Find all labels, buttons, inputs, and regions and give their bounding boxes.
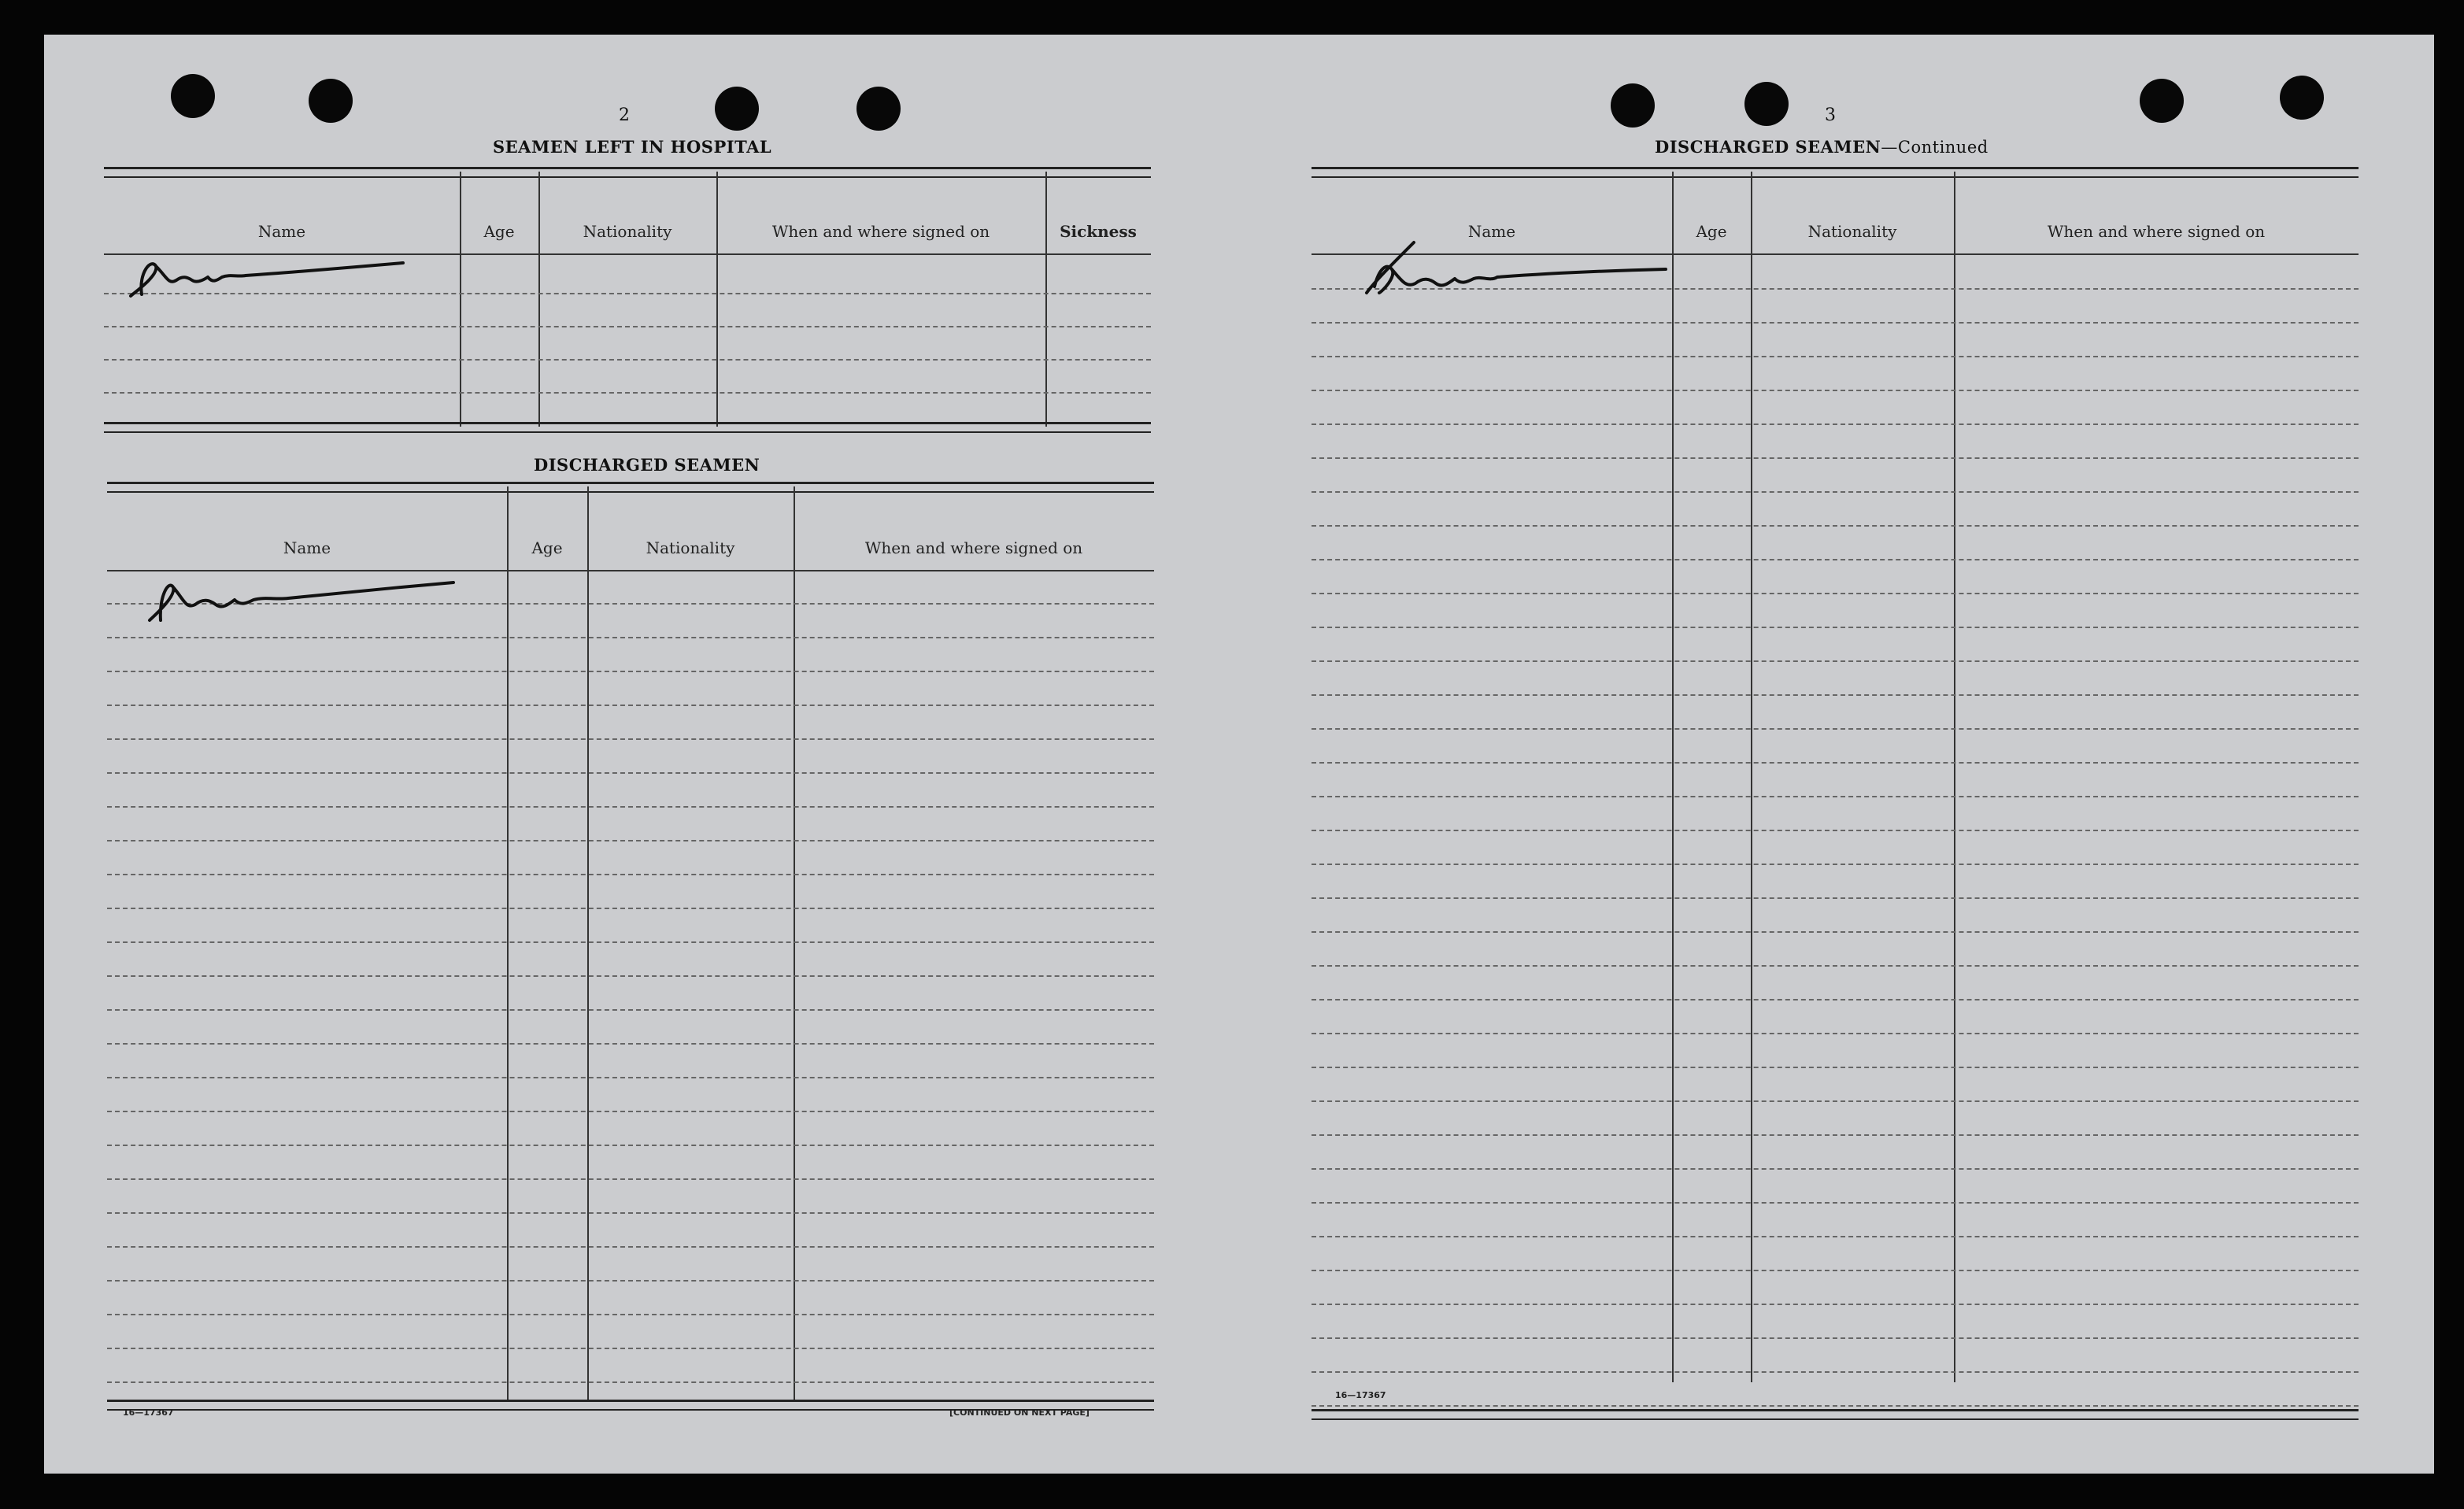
- ruled-row: [107, 671, 1154, 672]
- ruled-row: [107, 1246, 1154, 1248]
- ruled-row: [107, 705, 1154, 706]
- ruled-row: [107, 1043, 1154, 1045]
- punch-hole: [171, 74, 215, 118]
- ruled-row: [1312, 1067, 2359, 1068]
- handwritten-none-entry: [120, 249, 419, 304]
- ruled-row: [107, 975, 1154, 977]
- form-number: 16—17367: [1335, 1390, 1386, 1400]
- ruled-row: [107, 1381, 1154, 1383]
- continued-note: [CONTINUED ON NEXT PAGE]: [949, 1407, 1090, 1418]
- ruled-row: [107, 806, 1154, 808]
- col-header-name: Name: [283, 538, 331, 557]
- discharged-table-left: [107, 482, 1154, 1434]
- ruled-row: [1312, 1304, 2359, 1305]
- ruled-row: [1312, 897, 2359, 899]
- ruled-row: [1312, 1270, 2359, 1271]
- page-number: 3: [1825, 105, 1836, 125]
- ruled-row: [1312, 525, 2359, 527]
- col-header-nationality: Nationality: [646, 538, 735, 557]
- punch-hole: [2140, 79, 2184, 123]
- col-header-signed-on: When and where signed on: [771, 222, 990, 241]
- ruled-row: [1312, 728, 2359, 730]
- ruled-row: [107, 908, 1154, 909]
- ruled-row: [1312, 322, 2359, 324]
- ruled-row: [107, 1280, 1154, 1282]
- ruled-row: [1312, 1405, 2359, 1407]
- title-continued: —Continued: [1881, 138, 1989, 157]
- ruled-row: [1312, 1134, 2359, 1136]
- ruled-row: [1312, 1202, 2359, 1204]
- ruled-row: [1312, 1371, 2359, 1373]
- ruled-row: [1312, 694, 2359, 696]
- ruled-row: [1312, 559, 2359, 560]
- page-number: 2: [619, 105, 630, 125]
- col-header-name: Name: [257, 222, 306, 241]
- section-title: [1655, 137, 1989, 157]
- ruled-row: [1312, 390, 2359, 391]
- ruled-row: [107, 1111, 1154, 1112]
- form-sheet: [44, 35, 2434, 1474]
- ruled-row: [1312, 762, 2359, 764]
- ruled-row: [1312, 999, 2359, 1000]
- ruled-row: [107, 1077, 1154, 1078]
- ruled-row: [1312, 1100, 2359, 1102]
- punch-hole: [2280, 76, 2324, 120]
- ruled-row: [107, 840, 1154, 841]
- ruled-row: [1312, 931, 2359, 933]
- ruled-row: [107, 941, 1154, 943]
- ruled-row: [107, 1314, 1154, 1315]
- ruled-row: [1312, 830, 2359, 831]
- ruled-row: [1312, 1236, 2359, 1237]
- ruled-row: [1312, 864, 2359, 865]
- col-header-signed-on: When and where signed on: [2047, 222, 2266, 241]
- ruled-row: [1312, 965, 2359, 967]
- ruled-row: [107, 1009, 1154, 1011]
- punch-hole: [1611, 83, 1655, 128]
- ruled-row: [1312, 491, 2359, 493]
- ruled-row: [107, 738, 1154, 740]
- discharged-table-right: [1312, 167, 2359, 1426]
- ruled-row: [1312, 356, 2359, 357]
- section-title: SEAMEN LEFT IN HOSPITAL: [493, 137, 772, 157]
- ruled-row: [107, 1348, 1154, 1349]
- form-number: 16—17367: [123, 1407, 174, 1418]
- ruled-row: [107, 1178, 1154, 1180]
- section-title: DISCHARGED SEAMEN: [534, 455, 760, 475]
- punch-hole: [715, 87, 759, 131]
- ruled-row: [107, 1145, 1154, 1146]
- hospital-table: [104, 167, 1151, 466]
- col-header-age: Age: [1696, 222, 1727, 241]
- ruled-row: [1312, 1168, 2359, 1170]
- col-header-nationality: Nationality: [583, 222, 672, 241]
- col-header-age: Age: [531, 538, 563, 557]
- ruled-row: [1312, 796, 2359, 797]
- ruled-row: [1312, 627, 2359, 628]
- ruled-row: [107, 772, 1154, 774]
- col-header-nationality: Nationality: [1807, 222, 1897, 241]
- ruled-row: [1312, 457, 2359, 459]
- punch-hole: [309, 79, 353, 123]
- ruled-row: [107, 874, 1154, 875]
- handwritten-none-entry: [131, 565, 469, 628]
- ruled-row: [107, 637, 1154, 638]
- col-header-age: Age: [483, 222, 515, 241]
- punch-hole: [856, 87, 901, 131]
- col-header-sickness: Sickness: [1060, 222, 1137, 241]
- punch-hole: [1744, 82, 1789, 126]
- ruled-row: [107, 1212, 1154, 1214]
- ruled-row: [1312, 1337, 2359, 1339]
- ruled-row: [1312, 660, 2359, 662]
- ruled-row: [1312, 423, 2359, 425]
- ruled-row: [1312, 593, 2359, 594]
- col-header-name: Name: [1467, 222, 1516, 241]
- ruled-row: [1312, 1033, 2359, 1034]
- col-header-signed-on: When and where signed on: [864, 538, 1083, 557]
- title-main: DISCHARGED SEAMEN: [1655, 137, 1881, 157]
- handwritten-none-entry: [1351, 227, 1682, 298]
